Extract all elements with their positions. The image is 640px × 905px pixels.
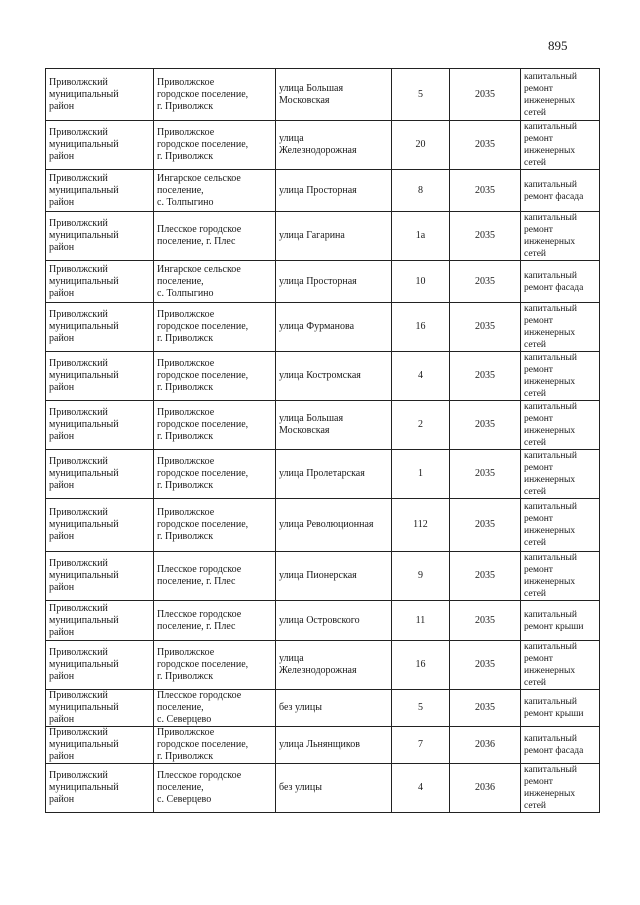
house-number-cell: 1а bbox=[392, 212, 450, 261]
house-number-cell: 5 bbox=[392, 69, 450, 121]
settlement-cell: Ингарское сельское поселение, с. Толпыгино bbox=[154, 261, 276, 303]
work-type-cell: капитальный ремонт инженерных сетей bbox=[521, 69, 600, 121]
house-number-cell: 2 bbox=[392, 401, 450, 450]
repair-year-cell: 2035 bbox=[450, 212, 521, 261]
district-cell: Приволжский муниципальный район bbox=[46, 499, 154, 552]
street-cell: улица Гагарина bbox=[276, 212, 392, 261]
house-number-cell: 11 bbox=[392, 601, 450, 641]
table-row bbox=[46, 450, 600, 499]
table-row bbox=[46, 303, 600, 352]
table-row bbox=[46, 212, 600, 261]
house-number-cell: 4 bbox=[392, 352, 450, 401]
settlement-cell: Плесское городское поселение, г. Плес bbox=[154, 212, 276, 261]
street-cell: улица Большая Московская bbox=[276, 69, 392, 121]
settlement-cell: Приволжское городское поселение, г. Приволжск bbox=[154, 499, 276, 552]
work-type-cell: капитальный ремонт инженерных сетей bbox=[521, 764, 600, 813]
page-number: 895 bbox=[548, 38, 568, 53]
work-type-cell: капитальный ремонт инженерных сетей bbox=[521, 212, 600, 261]
settlement-cell: Плесское городское поселение, с. Северцево bbox=[154, 690, 276, 727]
district-cell: Приволжский муниципальный район bbox=[46, 450, 154, 499]
settlement-cell: Приволжское городское поселение, г. Приволжск bbox=[154, 352, 276, 401]
settlement-cell: Ингарское сельское поселение, с. Толпыгино bbox=[154, 170, 276, 212]
house-number-cell: 9 bbox=[392, 552, 450, 601]
housing-repair-table bbox=[45, 68, 600, 813]
street-cell: улица Железнодорожная bbox=[276, 121, 392, 170]
settlement-cell: Плесское городское поселение, с. Северцево bbox=[154, 764, 276, 813]
street-cell: улица Просторная bbox=[276, 170, 392, 212]
street-cell: без улицы bbox=[276, 764, 392, 813]
table-row bbox=[46, 764, 600, 813]
house-number-cell: 1 bbox=[392, 450, 450, 499]
street-cell: улица Большая Московская bbox=[276, 401, 392, 450]
district-cell: Приволжский муниципальный район bbox=[46, 303, 154, 352]
district-cell: Приволжский муниципальный район bbox=[46, 764, 154, 813]
house-number-cell: 4 bbox=[392, 764, 450, 813]
district-cell: Приволжский муниципальный район bbox=[46, 641, 154, 690]
street-cell: улица Островского bbox=[276, 601, 392, 641]
settlement-cell: Плесское городское поселение, г. Плес bbox=[154, 552, 276, 601]
settlement-cell: Приволжское городское поселение, г. Приволжск bbox=[154, 727, 276, 764]
district-cell: Приволжский муниципальный район bbox=[46, 552, 154, 601]
house-number-cell: 8 bbox=[392, 170, 450, 212]
repair-year-cell: 2035 bbox=[450, 499, 521, 552]
district-cell: Приволжский муниципальный район bbox=[46, 261, 154, 303]
table-row bbox=[46, 690, 600, 727]
street-cell: улица Льнянщиков bbox=[276, 727, 392, 764]
repair-year-cell: 2035 bbox=[450, 303, 521, 352]
table-row bbox=[46, 601, 600, 641]
settlement-cell: Плесское городское поселение, г. Плес bbox=[154, 601, 276, 641]
work-type-cell: капитальный ремонт фасада bbox=[521, 261, 600, 303]
table-row bbox=[46, 170, 600, 212]
district-cell: Приволжский муниципальный район bbox=[46, 727, 154, 764]
work-type-cell: капитальный ремонт инженерных сетей bbox=[521, 499, 600, 552]
repair-year-cell: 2035 bbox=[450, 352, 521, 401]
house-number-cell: 112 bbox=[392, 499, 450, 552]
street-cell: улица Костромская bbox=[276, 352, 392, 401]
district-cell: Приволжский муниципальный район bbox=[46, 690, 154, 727]
settlement-cell: Приволжское городское поселение, г. Приволжск bbox=[154, 69, 276, 121]
table-row bbox=[46, 261, 600, 303]
repair-year-cell: 2035 bbox=[450, 261, 521, 303]
district-cell: Приволжский муниципальный район bbox=[46, 69, 154, 121]
repair-year-cell: 2035 bbox=[450, 121, 521, 170]
table-row bbox=[46, 69, 600, 121]
work-type-cell: капитальный ремонт фасада bbox=[521, 170, 600, 212]
work-type-cell: капитальный ремонт инженерных сетей bbox=[521, 352, 600, 401]
street-cell: улица Пионерская bbox=[276, 552, 392, 601]
table-row bbox=[46, 552, 600, 601]
house-number-cell: 7 bbox=[392, 727, 450, 764]
settlement-cell: Приволжское городское поселение, г. Приволжск bbox=[154, 450, 276, 499]
repair-year-cell: 2035 bbox=[450, 552, 521, 601]
repair-year-cell: 2035 bbox=[450, 170, 521, 212]
street-cell: улица Просторная bbox=[276, 261, 392, 303]
repair-year-cell: 2035 bbox=[450, 690, 521, 727]
work-type-cell: капитальный ремонт инженерных сетей bbox=[521, 641, 600, 690]
house-number-cell: 16 bbox=[392, 303, 450, 352]
work-type-cell: капитальный ремонт инженерных сетей bbox=[521, 552, 600, 601]
house-number-cell: 10 bbox=[392, 261, 450, 303]
repair-year-cell: 2035 bbox=[450, 69, 521, 121]
house-number-cell: 5 bbox=[392, 690, 450, 727]
table-row bbox=[46, 352, 600, 401]
district-cell: Приволжский муниципальный район bbox=[46, 121, 154, 170]
repair-year-cell: 2035 bbox=[450, 601, 521, 641]
table-body bbox=[46, 69, 600, 813]
settlement-cell: Приволжское городское поселение, г. Приволжск bbox=[154, 401, 276, 450]
repair-year-cell: 2036 bbox=[450, 727, 521, 764]
repair-year-cell: 2035 bbox=[450, 401, 521, 450]
work-type-cell: капитальный ремонт инженерных сетей bbox=[521, 121, 600, 170]
table-row bbox=[46, 641, 600, 690]
work-type-cell: капитальный ремонт инженерных сетей bbox=[521, 303, 600, 352]
street-cell: без улицы bbox=[276, 690, 392, 727]
work-type-cell: капитальный ремонт крыши bbox=[521, 690, 600, 727]
repair-year-cell: 2035 bbox=[450, 641, 521, 690]
street-cell: улица Революционная bbox=[276, 499, 392, 552]
work-type-cell: капитальный ремонт инженерных сетей bbox=[521, 450, 600, 499]
house-number-cell: 16 bbox=[392, 641, 450, 690]
table-row bbox=[46, 401, 600, 450]
district-cell: Приволжский муниципальный район bbox=[46, 401, 154, 450]
settlement-cell: Приволжское городское поселение, г. Приволжск bbox=[154, 641, 276, 690]
work-type-cell: капитальный ремонт фасада bbox=[521, 727, 600, 764]
repair-year-cell: 2036 bbox=[450, 764, 521, 813]
settlement-cell: Приволжское городское поселение, г. Приволжск bbox=[154, 121, 276, 170]
settlement-cell: Приволжское городское поселение, г. Приволжск bbox=[154, 303, 276, 352]
table-row bbox=[46, 499, 600, 552]
street-cell: улица Пролетарская bbox=[276, 450, 392, 499]
district-cell: Приволжский муниципальный район bbox=[46, 601, 154, 641]
district-cell: Приволжский муниципальный район bbox=[46, 212, 154, 261]
street-cell: улица Железнодорожная bbox=[276, 641, 392, 690]
house-number-cell: 20 bbox=[392, 121, 450, 170]
work-type-cell: капитальный ремонт крыши bbox=[521, 601, 600, 641]
district-cell: Приволжский муниципальный район bbox=[46, 170, 154, 212]
street-cell: улица Фурманова bbox=[276, 303, 392, 352]
table-row bbox=[46, 121, 600, 170]
table-row bbox=[46, 727, 600, 764]
work-type-cell: капитальный ремонт инженерных сетей bbox=[521, 401, 600, 450]
district-cell: Приволжский муниципальный район bbox=[46, 352, 154, 401]
repair-year-cell: 2035 bbox=[450, 450, 521, 499]
